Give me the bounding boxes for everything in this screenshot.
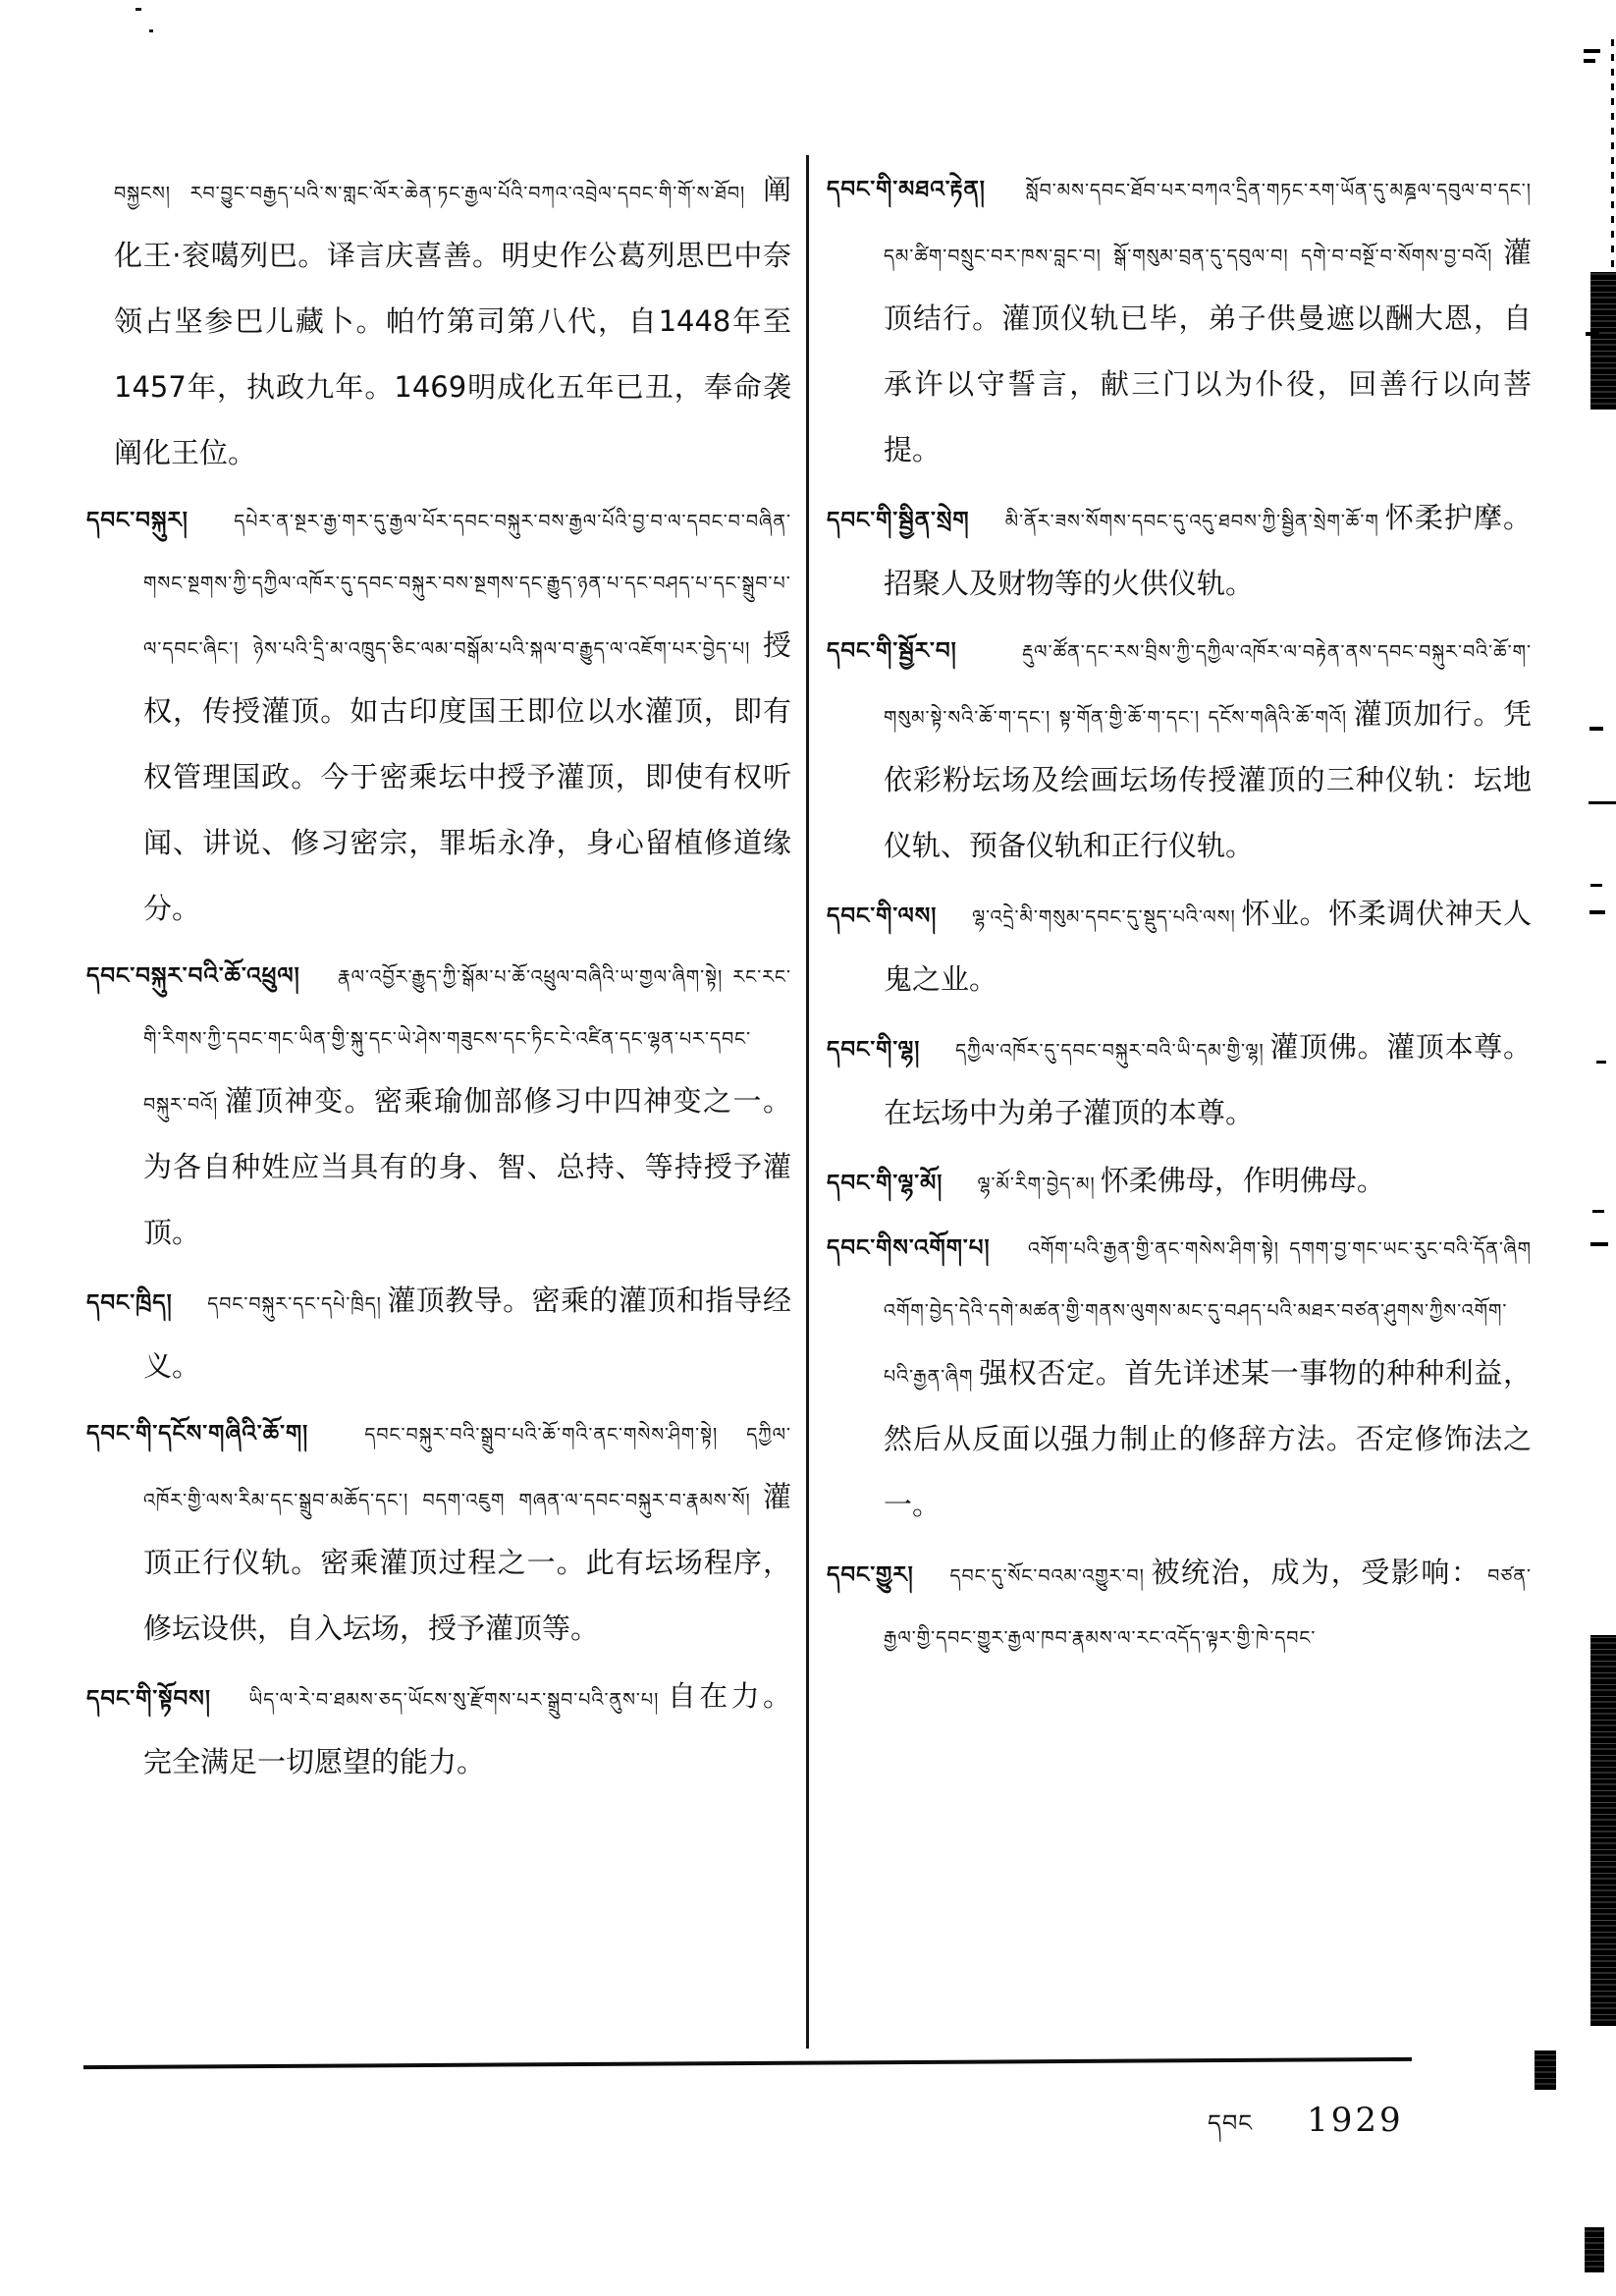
entry-tibetan-definition: འགོག་པའི་རྒྱན་གྱི་ནང་གསེས་ཤིག་སྟེ། དགག་བྱ་གང་ཡང་རུང་བའི་དོན་ཞིག འགོག་བྱེད་དེའི་དགེ་མཚན་གྱི་གནས་ལུགས་མང་དུ་བཤད་པའི་མཐར་བཙན་ཤུགས་ཀྱིས་འགོག་པའི་རྒྱན་ཞིག [884, 1238, 1532, 1388]
dictionary-entry [86, 1403, 791, 1664]
dictionary-entry [827, 1016, 1532, 1148]
dictionary-entry [827, 1542, 1532, 1669]
entry-tibetan-definition: ལྷ་མོ་རིག་བྱེད་མ། [977, 1174, 1096, 1195]
scan-artifact [1590, 884, 1602, 887]
entry-headword: དབང་གི་ལྷ། [827, 1037, 921, 1063]
footer-page-number: 1929 [1307, 2101, 1404, 2140]
entry-chinese-definition: 自在力。完全满足一切愿望的能力。 [143, 1679, 791, 1778]
continuation-tibetan-text: བསྐྱངས། རབ་བྱུང་བརྒྱད་པའི་ས་གླང་ལོར་ཆེན་ཏང་རྒྱལ་པོའི་བཀའ་འབྲེལ་དབང་གི་གོ་ས་ཐོབ། [114, 183, 746, 204]
scan-artifact [1592, 1210, 1604, 1213]
scan-speck [135, 8, 141, 11]
left-column [86, 159, 791, 2059]
entry-chinese-definition: 灌顶教导。密乘的灌顶和指导经义。 [143, 1284, 791, 1383]
entry-chinese-definition: 强权否定。首先详述某一事物的种种利益，然后从反面以强力制止的修辞方法。否定修饰法之一。 [884, 1356, 1532, 1521]
entry-tibetan-definition: རྣལ་འབྱོར་རྒྱུད་ཀྱི་སྒོམ་པ་ཆོ་འཕྲུལ་བཞིའི་ཡ་གྱལ་ཞིག་སྟེ། རང་རང་གི་རིགས་ཀྱི་དབང་གང་ཡིན་གྱི་སྐུ་དང་ཡེ་ཤེས་གཟུངས་དང་ཏིང་ངེ་འཛིན་དང་ལྷན་པར་དབང་བསྐུར་བའོ། [143, 966, 791, 1116]
entry-headword: དབང་གིས་འགོག་པ། [827, 1235, 991, 1261]
entry-tibetan-definition: དཔེར་ན་སྔར་རྒྱ་གར་དུ་རྒྱལ་པོར་དབང་བསྐུར་བས་རྒྱལ་པོའི་བྱ་བ་ལ་དབང་བ་བཞིན་གསང་སྔགས་ཀྱི་དཀྱིལ་འཁོར་དུ་དབང་བསྐུར་བས་སྔགས་དང་རྒྱུད་ཉན་པ་དང་བཤད་པ་དང་སྒྲུབ་པ་ལ་དབང་ཞིང་། ཉེས་པའི་དྲི་མ་འཁྲུད་ཅིང་ལམ་བསྒོམ་པའི་སྐལ་བ་རྒྱུད་ལ་འཇོག་པར་བྱེད་པ། [143, 511, 791, 660]
entry-chinese-definition: 被统治，成为，受影响： [1151, 1556, 1481, 1589]
footer-running-headword: དབང [1208, 2109, 1254, 2137]
scan-artifact [1585, 2227, 1604, 2272]
entry-chinese-definition: 灌顶佛。灌顶本尊。在坛场中为弟子灌顶的本尊。 [884, 1030, 1532, 1129]
dictionary-entry [827, 1218, 1532, 1540]
entry-headword: དབང་གི་དངོས་གཞིའི་ཆོ་ག། [86, 1421, 309, 1447]
entry-tibetan-definition: དབང་བསྐུར་བའི་སྒྲུབ་པའི་ཆོ་གའི་ནང་གསེས་ཤིག་སྟེ། དཀྱིལ་འཁོར་གྱི་ལས་རིམ་དང་སྒྲུབ་མཆོད་དང་། བདག་འཇུག གཞན་ལ་དབང་བསྐུར་བ་རྣམས་སོ། [143, 1424, 791, 1511]
entry-continuation [86, 159, 791, 488]
entry-chinese-definition: 怀柔护摩。招聚人及财物等的火供仪轨。 [884, 501, 1532, 600]
page-footer [1208, 2098, 1424, 2163]
entry-tibetan-definition: མི་ནོར་ཟས་སོགས་དབང་དུ་འདུ་ཐབས་ཀྱི་སྦྱིན་སྲེག་ཆོ་ག [1004, 511, 1379, 532]
entry-chinese-definition: 授权，传授灌顶。如古印度国王即位以水灌顶，即有权管理国政。今于密乘坛中授予灌顶，即使有权听闻、讲说、修习密宗，罪垢永净，身心留植修道缘分。 [143, 629, 791, 925]
scan-artifact [1596, 1061, 1606, 1064]
entry-tibetan-definition: ལྷ་འདྲེ་མི་གསུམ་དབང་དུ་སྡུད་པའི་ལས། [972, 906, 1236, 928]
entry-headword: དབང་གི་མཐའ་རྟེན། [827, 177, 986, 202]
dictionary-entry [827, 159, 1532, 485]
scan-artifact [1589, 801, 1616, 804]
continuation-chinese-text: 阐化王·衮噶列巴。译言庆喜善。明史作公葛列思巴中奈领占坚参巴儿藏卜。帕竹第司第八代，自1448年至1457年，执政九年。1469明成化五年已丑，奉命袭阐化王位。 [114, 173, 791, 469]
scan-artifact [1590, 1242, 1608, 1246]
entry-tibetan-example: བཙན་རྒྱལ་གྱི་དབང་གྱུར་རྒྱལ་ཁབ་རྣམས་ལ་རང་འདོད་ལྟར་གྱི་ཁེ་དབང་ [884, 1565, 1532, 1649]
dictionary-entry [86, 1666, 791, 1797]
dictionary-entry [827, 487, 1532, 619]
scan-artifact [1535, 2050, 1556, 2090]
scan-artifact [1590, 272, 1616, 410]
right-column [827, 159, 1532, 2059]
entry-tibetan-definition: དབང་དུ་སོང་བའམ་འགྱུར་བ། [949, 1565, 1145, 1587]
entry-headword: དབང་གི་ལས། [827, 903, 938, 929]
entry-chinese-definition: 灌顶加行。凭依彩粉坛场及绘画坛场传授灌顶的三种仪轨：坛地仪轨、预备仪轨和正行仪轨。 [884, 697, 1532, 862]
scan-speck [149, 29, 153, 32]
entry-headword: དབང་བསྐུར། [86, 508, 189, 533]
dictionary-entry [86, 490, 791, 944]
entry-chinese-definition: 灌顶神变。密乘瑜伽部修习中四神变之一。为各自种姓应当具有的身、智、总持、等持授予灌顶。 [143, 1084, 791, 1249]
entry-chinese-definition: 怀柔佛母，作明佛母。 [1100, 1164, 1385, 1197]
entry-tibetan-definition: སློབ་མས་དབང་ཐོབ་པར་བཀའ་དྲིན་གཏང་རག་ཡོན་དུ་མཎྜལ་དབུལ་བ་དང་། དམ་ཚིག་བསྲུང་བར་ཁས་བླང་བ། སྒོ་གསུམ་བྲན་དུ་དབུལ་བ། དགེ་བ་བསྔོ་བ་སོགས་བྱ་བའོ། [884, 180, 1532, 267]
dictionary-entry [827, 883, 1532, 1014]
entry-headword: དབང་ཁྲིད། [86, 1290, 173, 1316]
dictionary-entry [86, 1270, 791, 1401]
entry-headword: དབང་གི་སྦྱོར་བ། [827, 638, 957, 664]
entry-headword: དབང་བསྐུར་བའི་ཆོ་འཕྲུལ། [86, 963, 300, 989]
entry-chinese-definition: 怀业。怀柔调伏神天人鬼之业。 [884, 897, 1532, 996]
scan-artifact [1590, 1635, 1616, 2026]
entry-tibetan-definition: དཀྱིལ་འཁོར་དུ་དབང་བསྐུར་བའི་ཡི་དམ་གྱི་ལྷ། [955, 1040, 1265, 1062]
entry-tibetan-definition: ཡིད་ལ་རེ་བ་ཐམས་ཅད་ཡོངས་སུ་རྫོགས་པར་སྒྲུབ་པའི་ནུས་པ། [248, 1689, 660, 1711]
entry-chinese-definition: 灌顶结行。灌顶仪轨已毕，弟子供曼遮以酬大恩，自承许以守誓言，献三门以为仆役，回善行以向菩提。 [884, 236, 1532, 466]
scan-artifact [1584, 59, 1595, 63]
entry-headword: དབང་གི་སྦྱིན་སྲེག [827, 508, 970, 533]
entry-headword: དབང་གྱུར། [827, 1562, 914, 1588]
entry-headword: དབང་གི་སྟོབས། [86, 1686, 211, 1712]
scan-artifact [1589, 727, 1603, 731]
entry-tibetan-definition: རྡུལ་ཚོན་དང་རས་བྲིས་ཀྱི་དཀྱིལ་འཁོར་ལ་བརྟེན་ནས་དབང་བསྐུར་བའི་ཆོ་ག་གསུམ་སྟེ་སའི་ཆོ་ག་དང་། སྟ་གོན་གྱི་ཆོ་ག་དང་། དངོས་གཞིའི་ཆོ་གའོ། [884, 641, 1532, 729]
dictionary-entry [827, 1150, 1532, 1216]
dictionary-entry [827, 621, 1532, 881]
scan-artifact [1584, 49, 1600, 53]
entry-headword: དབང་གི་ལྷ་མོ། [827, 1171, 943, 1196]
column-divider-line [806, 155, 809, 2049]
entry-tibetan-definition: དབང་བསྐུར་དང་དཔེ་ཁྲིད། [207, 1293, 382, 1315]
scan-artifact [1586, 332, 1599, 336]
entry-chinese-definition: 灌顶正行仪轨。密乘灌顶过程之一。此有坛场程序，修坛设供，自入坛场，授予灌顶等。 [143, 1480, 791, 1645]
scan-artifact [1589, 910, 1605, 914]
dictionary-entry [86, 946, 791, 1268]
